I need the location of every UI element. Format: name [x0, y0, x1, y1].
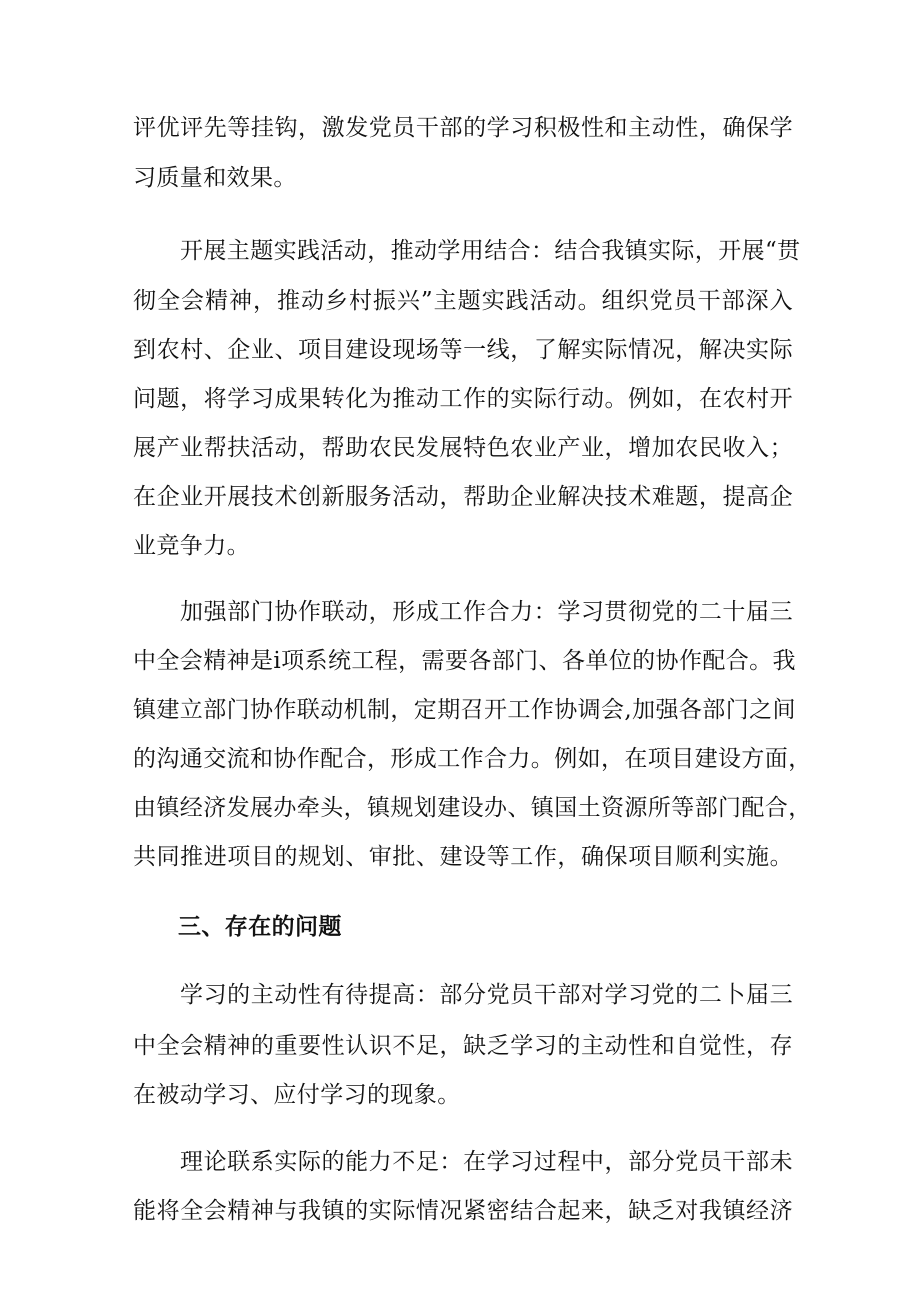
paragraph-start-line: 学习的主动性有待提高：部分党员干部对学习党的二卜届三 [180, 982, 793, 1008]
text-line: 的沟通交流和协作配合，形成工作合力。例如，在项目建设方面， [133, 746, 812, 772]
text-line: 业竞争力。 [133, 533, 250, 559]
paragraph-start-line: 开展主题实践活动，推动学用结合：结合我镇实际，开展“贯 [180, 238, 801, 264]
text-line: 展产业帮扶活动，帮助农民发展特色农业产业，增加农民收入； [133, 435, 793, 461]
text-line: 在被动学习、应付学习的现象。 [133, 1082, 461, 1108]
paragraph-start-line: 加强部门协作联动，形成工作合力：学习贯彻党的二十届三 [180, 599, 793, 625]
text-line: 由镇经济发展办牵头，镇规划建设办、镇国土资源所等部门配合， [133, 795, 812, 821]
text-line: 彻全会精神，推动乡村振兴”主题实践活动。组织党员干部深入 [133, 288, 793, 314]
text-line: 共同推进项目的规划、审批、建设等工作，确保项目顺利实施。 [133, 844, 793, 870]
paragraph-start-line: 理论联系实际的能力不足：在学习过程中，部分党员干部未 [180, 1149, 793, 1175]
text-line: 中全会精神的重要性认识不足，缺乏学习的主动性和自觉性，存 [133, 1033, 793, 1059]
text-line: 中全会精神是i项系统工程，需要各部门、各单位的协作配合。我 [133, 648, 796, 674]
text-line: 问题，将学习成果转化为推动工作的实际行动。例如，在农村开 [133, 386, 793, 412]
text-line: 到农村、企业、项目建设现场等一线，了解实际情况，解决实际 [133, 337, 793, 363]
text-line: 镇建立部门协作联动机制，定期召开工作协调会,加强各部门之间 [133, 697, 796, 723]
text-line: 评优评先等挂钩，激发党员干部的学习积极性和主动性，确保学 [133, 115, 793, 141]
section-heading: 三、存在的问题 [178, 914, 342, 940]
text-line: 在企业开展技术创新服务活动，帮助企业解决技术难题，提高企 [133, 484, 793, 510]
text-line: 能将全会精神与我镇的实际情况紧密结合起来，缺乏对我镇经济 [133, 1198, 793, 1224]
text-line: 习质量和效果。 [133, 165, 297, 191]
